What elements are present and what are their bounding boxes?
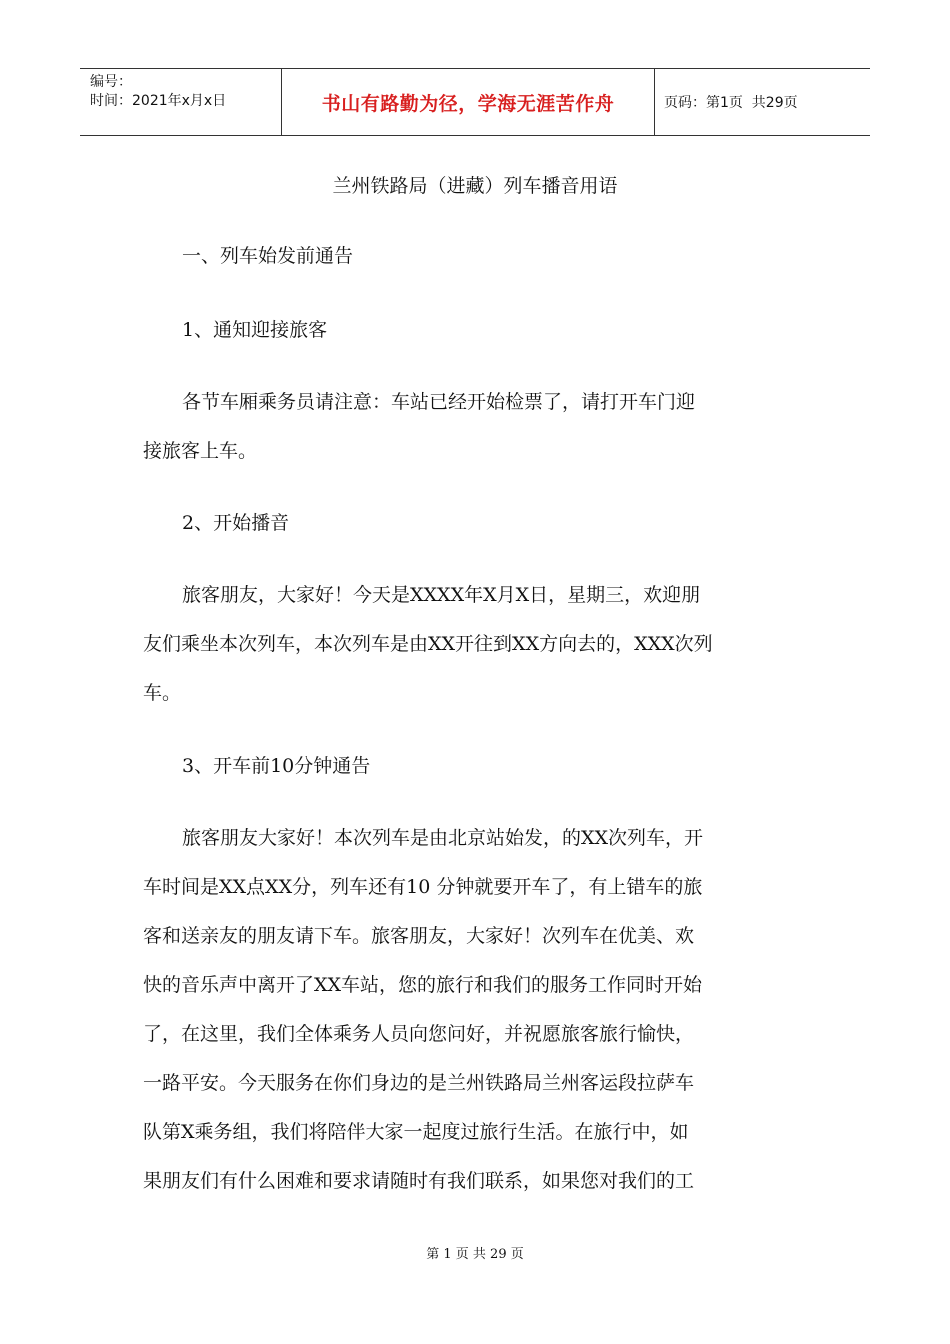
paragraph-line: 旅客朋友大家好！本次列车是由北京站始发，的XX次列车，开 [182,827,704,849]
paragraph-line: 友们乘坐本次列车，本次列车是由XX开往到XX方向去的，XXX次列 [143,633,713,655]
paragraph-line: 一路平安。今天服务在你们身边的是兰州铁路局兰州客运段拉萨车 [143,1072,695,1094]
paragraph-line: 旅客朋友，大家好！今天是XXXX年X月X日，星期三，欢迎朋 [182,584,701,606]
header-number-label: 编号： [90,74,132,90]
header-page-text: 页码：第1页 共29页 [664,95,798,111]
paragraph-line: 客和送亲友的朋友请下车。旅客朋友，大家好！次列车在优美、欢 [143,925,695,947]
header-motto: 书山有路勤为径，学海无涯苦作舟 [321,92,615,115]
document-title: 兰州铁路局（进藏）列车播音用语 [332,175,618,197]
subsection-heading: 3、开车前10分钟通告 [182,755,371,777]
paragraph-line: 了，在这里，我们全体乘务人员向您问好，并祝愿旅客旅行愉快， [143,1023,695,1045]
paragraph-line: 接旅客上车。 [143,440,258,462]
document-header [80,68,870,136]
subsection-heading: 2、开始播音 [182,512,290,534]
header-divider-right [654,69,655,135]
paragraph-line: 各节车厢乘务员请注意：车站已经开始检票了，请打开车门迎 [182,391,696,413]
paragraph-line: 队第X乘务组，我们将陪伴大家一起度过旅行生活。在旅行中，如 [143,1121,689,1143]
section-heading: 一、列车始发前通告 [182,245,354,267]
paragraph-line: 车。 [143,682,182,704]
header-meta [90,73,226,111]
header-time-label: 时间：2021年x月x日 [90,93,227,109]
paragraph-line: 车时间是XX点XX分，列车还有10 分钟就要开车了，有上错车的旅 [143,876,703,898]
subsection-heading: 1、通知迎接旅客 [182,319,328,341]
paragraph-line: 果朋友们有什么困难和要求请随时有我们联系，如果您对我们的工 [143,1170,695,1192]
page-footer: 第 1 页 共 29 页 [426,1247,524,1262]
header-page-info [664,69,798,135]
paragraph-line: 快的音乐声中离开了XX车站，您的旅行和我们的服务工作同时开始 [143,974,703,996]
